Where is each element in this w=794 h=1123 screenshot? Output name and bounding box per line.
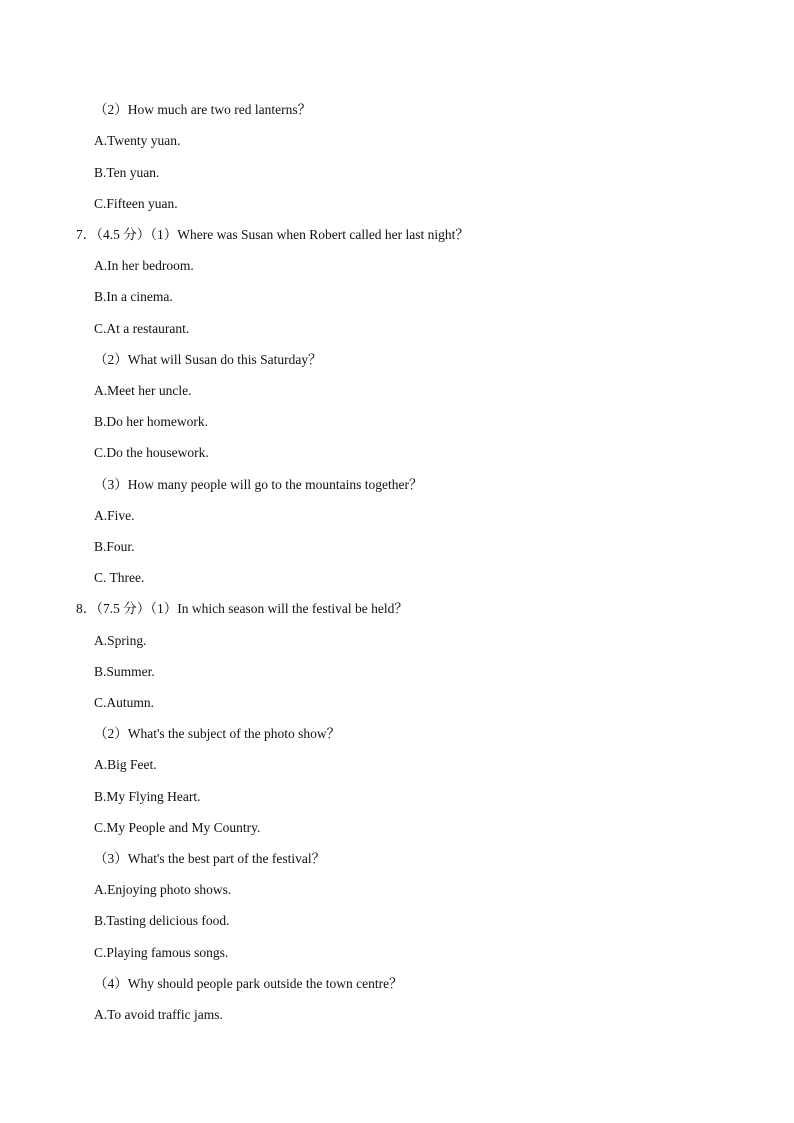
option-b: B.Do her homework. <box>94 414 208 429</box>
option-c: C.At a restaurant. <box>94 321 190 336</box>
option-c: C.Playing famous songs. <box>94 945 229 960</box>
option-b: B.Tasting delicious food. <box>94 913 230 928</box>
sub-question-7-2: （2）What will Susan do this Saturday？ <box>94 352 322 367</box>
option-c: C. Three. <box>94 570 145 585</box>
sub-question-6-2: （2）How much are two red lanterns？ <box>94 102 312 117</box>
option-c: C.Fifteen yuan. <box>94 196 178 211</box>
option-a: A.Spring. <box>94 633 147 648</box>
option-a: A.Big Feet. <box>94 757 157 772</box>
option-a: A.Meet her uncle. <box>94 383 192 398</box>
option-c: C.Do the housework. <box>94 445 209 460</box>
option-a: A.Enjoying photo shows. <box>94 882 232 897</box>
option-b: B.In a cinema. <box>94 289 173 304</box>
option-a: A.Five. <box>94 508 135 523</box>
option-a: A.In her bedroom. <box>94 258 194 273</box>
option-b: B.Ten yuan. <box>94 165 160 180</box>
sub-question-8-4: （4）Why should people park outside the town centre？ <box>94 976 403 991</box>
sub-question-8-3: （3）What's the best part of the festival？ <box>94 851 326 866</box>
option-c: C.My People and My Country. <box>94 820 261 835</box>
option-b: B.My Flying Heart. <box>94 789 201 804</box>
option-b: B.Four. <box>94 539 135 554</box>
option-c: C.Autumn. <box>94 695 155 710</box>
option-b: B.Summer. <box>94 664 155 679</box>
sub-question-8-2: （2）What's the subject of the photo show？ <box>94 726 341 741</box>
question-7: 7．（4.5 分）（1）Where was Susan when Robert called her last night？ <box>76 227 469 242</box>
option-a: A.To avoid traffic jams. <box>94 1007 223 1022</box>
sub-question-7-3: （3）How many people will go to the mountains together？ <box>94 477 423 492</box>
question-8: 8．（7.5 分）（1）In which season will the festival be held？ <box>76 601 408 616</box>
option-a: A.Twenty yuan. <box>94 133 181 148</box>
